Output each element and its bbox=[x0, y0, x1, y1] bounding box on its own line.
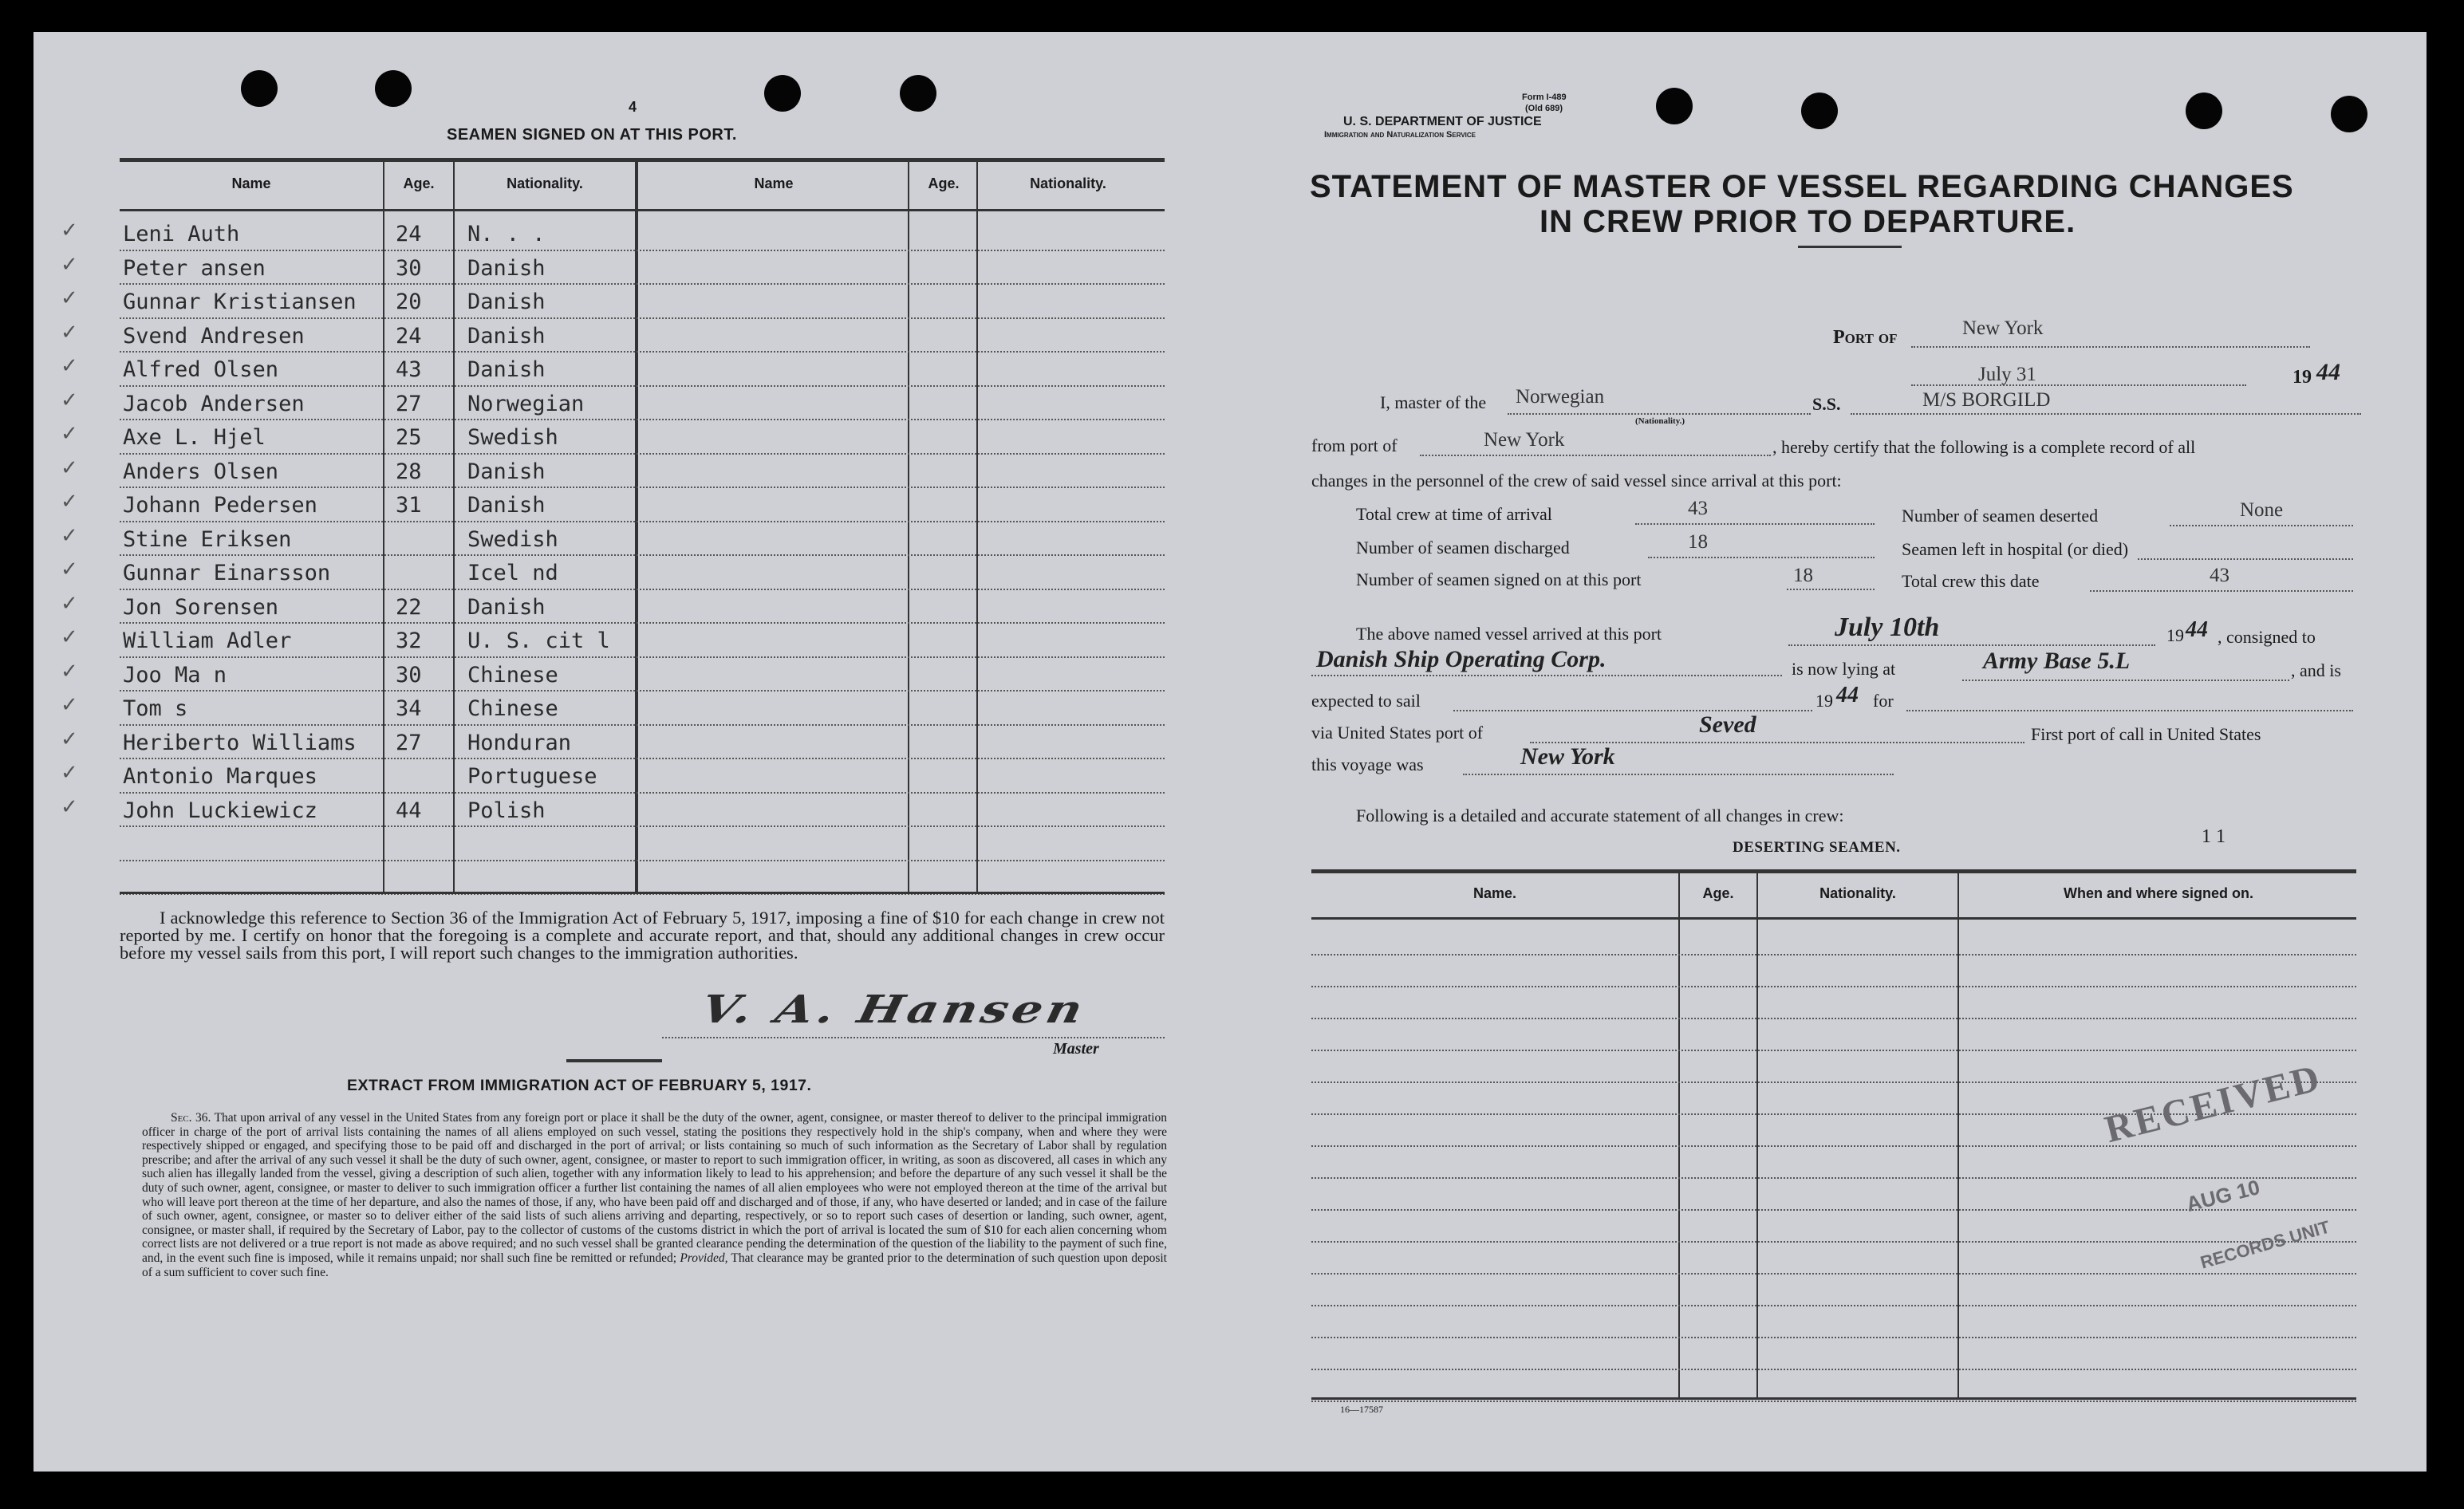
seaman-nationality: Norwegian bbox=[467, 391, 585, 416]
hospital-label: Seamen left in hospital (or died) bbox=[1902, 539, 2129, 559]
desert-col-divider-3 bbox=[1957, 871, 1959, 1397]
col-header-age-2: Age. bbox=[928, 175, 960, 191]
total-date-line bbox=[2090, 590, 2353, 592]
punch-hole-3 bbox=[764, 75, 801, 112]
left-row-line bbox=[120, 283, 1165, 285]
seaman-name: John Luckiewicz bbox=[123, 798, 317, 823]
from-port-value: New York bbox=[1484, 429, 1565, 451]
department-name: U. S. DEPARTMENT OF JUSTICE bbox=[1343, 115, 1542, 128]
signed-label: Number of seamen signed on at this port bbox=[1356, 569, 1642, 589]
left-row-line bbox=[120, 589, 1165, 590]
deserted-value: None bbox=[2240, 499, 2284, 521]
extract-body: That upon arrival of any vessel in the United States from any foreign port or place it shall be the duty of the owner, agent, consignee, or master thereof to deliver to the principal immigration officer in charge of the port of arrival lists containing the names of all aliens employed on such vessel, stating the positions they respectively hold in the ship's company, when and where they were respectively shipped or engaged, and specifying those to be paid off and discharged in the port of arrival; or lists containing so much of such information as the Secretary of Labor shall by regulation prescribe; and after the arrival of any such vessel it shall be the duty of such owner, agent, consignee, or master to report to such immigration officer, in writing, as soon as discovered, all cases in which any such alien has illegally landed from the vessel, giving a description of such alien, together with any information likely to lead to his apprehension; and before the departure of any such vessel it shall be the duty of such owner, agent, consignee, or master to deliver to such immigration officer a further list containing the names of all alien employees who were not employed thereon at the time of the arrival but who will leave port thereon at the time of her departure, and also the names of those, if any, who have been paid off and discharged and of those, if any, who have deserted or landed; and in case of the failure of such owner, agent, consignee, or master so to deliver either of the said lists of such aliens arriving and departing, respectively, or so to report such cases of desertion or landing, such owner, agent, consignee, or master shall, if required by the Secretary of Labor, pay to the collector of customs of the customs district in which the port of arrival is located the sum of $10 for each alien concerning whom correct lists are not delivered or a true report is not made as above required; and no such vessel shall be granted clearance pending the determination of the question of the liability to the payment of such fine, and, in the event such fine is imposed, while it remains unpaid; nor shall such fine be remitted or refunded; bbox=[142, 1111, 1167, 1265]
punch-hole-2 bbox=[375, 70, 412, 107]
form-number: Form I-489 bbox=[1522, 93, 1567, 102]
seaman-name: Heriberto Williams bbox=[123, 730, 357, 755]
seaman-age: 32 bbox=[396, 628, 422, 653]
deserted-line bbox=[2170, 525, 2353, 526]
lying-line bbox=[1962, 680, 2289, 681]
seaman-age: 27 bbox=[396, 391, 422, 416]
desert-header-age: Age. bbox=[1702, 885, 1734, 901]
seaman-nationality: Danish bbox=[467, 290, 546, 314]
left-row-line bbox=[120, 656, 1165, 658]
page-number: 4 bbox=[629, 99, 637, 115]
seaman-nationality: Swedish bbox=[467, 526, 558, 552]
seaman-nationality: Chinese bbox=[467, 696, 558, 721]
master-label: Master bbox=[1053, 1040, 1099, 1058]
seaman-nationality: Danish bbox=[467, 493, 546, 518]
desert-row-line bbox=[1311, 1177, 2356, 1179]
extract-title: EXTRACT FROM IMMIGRATION ACT OF FEBRUARY 5, 1917. bbox=[347, 1077, 812, 1094]
check-mark: ✓ bbox=[61, 558, 78, 581]
for-line bbox=[1906, 710, 2353, 711]
left-row-line bbox=[120, 351, 1165, 353]
check-mark: ✓ bbox=[61, 727, 78, 751]
seaman-name: Tom s bbox=[123, 696, 188, 721]
seaman-nationality: Chinese bbox=[467, 662, 558, 688]
desert-col-divider-2 bbox=[1756, 871, 1758, 1397]
extract-end: That clearance may be granted prior to the determination of such question upon deposit of a sum sufficient to cover such fine. bbox=[142, 1251, 1167, 1279]
certify-text: , hereby certify that the following is a complete record of all bbox=[1772, 437, 2196, 457]
seaman-name: Alfred Olsen bbox=[123, 357, 279, 382]
desert-header-when-where: When and where signed on. bbox=[2063, 885, 2254, 901]
for-label: for bbox=[1873, 691, 1894, 711]
first-port-label: First port of call in United States bbox=[2031, 724, 2261, 744]
seaman-age: 25 bbox=[396, 425, 422, 450]
left-row-line bbox=[120, 724, 1165, 726]
desert-row-line bbox=[1311, 986, 2356, 987]
total-date-value: 43 bbox=[2210, 565, 2229, 586]
nationality-value: Norwegian bbox=[1516, 386, 1605, 408]
seaman-age: 24 bbox=[396, 222, 422, 246]
seaman-name: Anders Olsen bbox=[123, 459, 279, 484]
lying-value: Army Base 5.L bbox=[1983, 648, 2131, 674]
master-of-label: I, master of the bbox=[1380, 392, 1487, 412]
port-line bbox=[1911, 346, 2310, 348]
seaman-nationality: U. S. cit l bbox=[467, 628, 610, 653]
left-row-line bbox=[120, 860, 1165, 861]
seaman-name: Peter ansen bbox=[123, 255, 266, 281]
seaman-name: Svend Andresen bbox=[123, 323, 305, 349]
seaman-nationality: Danish bbox=[467, 255, 546, 281]
left-col-divider-5 bbox=[976, 160, 978, 893]
total-arrival-line bbox=[1635, 523, 1875, 525]
acknowledgment-text: I acknowledge this reference to Section 36 of the Immigration Act of February 5, 1917, imposing a fine of $10 for each change in crew not reported by me. I certify on honor that the foregoing is a complete and accurate report, and that, should any additional changes in crew occur before my vessel sails from this port, I will report such changes to the immigration authorities. bbox=[120, 908, 1165, 963]
left-row-line bbox=[120, 419, 1165, 420]
arrived-year-value: 44 bbox=[2186, 617, 2208, 642]
stamp-unit-text: RECORDS UNIT bbox=[2198, 1216, 2332, 1273]
arrived-label: The above named vessel arrived at this port bbox=[1356, 624, 1662, 644]
check-mark: ✓ bbox=[61, 286, 78, 309]
seaman-nationality: N. . . bbox=[467, 222, 546, 246]
seaman-nationality: Swedish bbox=[467, 425, 558, 450]
left-row-line bbox=[120, 453, 1165, 455]
left-row-line bbox=[120, 554, 1165, 556]
total-date-label: Total crew this date bbox=[1902, 571, 2040, 591]
signature-line bbox=[662, 1037, 1165, 1038]
left-row-line bbox=[120, 487, 1165, 488]
seaman-age: 28 bbox=[396, 459, 422, 484]
changes-text: changes in the personnel of the crew of said vessel since arrival at this port: bbox=[1311, 471, 1842, 491]
title-underline bbox=[1798, 246, 1902, 248]
port-label: Port of bbox=[1833, 327, 1898, 348]
desert-header-nationality: Nationality. bbox=[1819, 885, 1896, 901]
via-value: Seved bbox=[1699, 711, 1756, 738]
desert-row-line bbox=[1311, 1050, 2356, 1051]
date-line bbox=[1911, 384, 2246, 386]
left-title: SEAMEN SIGNED ON AT THIS PORT. bbox=[447, 126, 737, 144]
port-value: New York bbox=[1962, 317, 2044, 339]
extract-provided: Provided, bbox=[680, 1251, 728, 1265]
signed-line bbox=[1787, 589, 1875, 590]
punch-hole-1 bbox=[241, 70, 278, 107]
seaman-age: 34 bbox=[396, 696, 422, 721]
punch-hole-6 bbox=[1801, 93, 1838, 129]
year-prefix: 19 bbox=[2293, 367, 2312, 388]
lying-label: is now lying at bbox=[1792, 659, 1896, 679]
sail-label: expected to sail bbox=[1311, 691, 1421, 711]
seaman-name: William Adler bbox=[123, 628, 292, 653]
deserting-mark: 1 1 bbox=[2202, 826, 2225, 847]
check-mark: ✓ bbox=[61, 693, 78, 716]
arrived-year-prefix: 19 bbox=[2166, 625, 2184, 645]
seaman-name: Johann Pedersen bbox=[123, 493, 317, 518]
deserting-bottom-rule bbox=[1311, 1397, 2356, 1400]
short-rule bbox=[566, 1059, 662, 1062]
seaman-nationality: Honduran bbox=[467, 730, 572, 755]
col-header-name-2: Name bbox=[754, 175, 794, 191]
desert-row-line bbox=[1311, 1337, 2356, 1338]
sail-line bbox=[1453, 710, 1812, 711]
desert-row-line bbox=[1311, 1018, 2356, 1019]
left-col-divider-2 bbox=[453, 160, 455, 893]
deserting-top-rule bbox=[1311, 869, 2356, 873]
check-mark: ✓ bbox=[61, 422, 78, 445]
punch-hole-8 bbox=[2331, 96, 2367, 132]
desert-header-name: Name. bbox=[1472, 885, 1517, 901]
seaman-name: Stine Eriksen bbox=[123, 526, 292, 552]
check-mark: ✓ bbox=[61, 761, 78, 784]
total-arrival-label: Total crew at time of arrival bbox=[1356, 504, 1552, 524]
seaman-name: Antonio Marques bbox=[123, 764, 317, 789]
left-row-line bbox=[120, 825, 1165, 827]
date-value: July 31 bbox=[1978, 364, 2036, 385]
left-col-divider-3 bbox=[635, 160, 638, 893]
seaman-name: Jacob Andersen bbox=[123, 391, 305, 416]
check-mark: ✓ bbox=[61, 490, 78, 513]
seaman-nationality: Icel nd bbox=[467, 561, 558, 585]
desert-row-line bbox=[1311, 1273, 2356, 1275]
following-label: Following is a detailed and accurate statement of all changes in crew: bbox=[1356, 806, 1844, 825]
seaman-nationality: Portuguese bbox=[467, 764, 597, 789]
sail-year-prefix: 19 bbox=[1815, 691, 1833, 711]
check-mark: ✓ bbox=[61, 659, 78, 683]
deserting-head-rule bbox=[1311, 917, 2356, 920]
left-row-line bbox=[120, 521, 1165, 522]
check-mark: ✓ bbox=[61, 625, 78, 648]
left-row-line bbox=[120, 385, 1165, 387]
col-header-nationality-2: Nationality. bbox=[1030, 175, 1106, 191]
seaman-age: 43 bbox=[396, 357, 422, 382]
check-mark: ✓ bbox=[61, 320, 78, 344]
nationality-line bbox=[1508, 413, 1811, 415]
ss-mark: S.S. bbox=[1812, 394, 1841, 414]
voyage-label: this voyage was bbox=[1311, 754, 1424, 774]
from-port-line bbox=[1420, 455, 1771, 456]
left-table-bottom-rule bbox=[120, 892, 1165, 894]
seaman-name: Leni Auth bbox=[123, 222, 240, 246]
left-col-divider-4 bbox=[908, 160, 909, 893]
via-label: via United States port of bbox=[1311, 723, 1484, 743]
voyage-value: New York bbox=[1520, 743, 1615, 770]
deserting-title: DESERTING SEAMEN. bbox=[1733, 839, 1901, 856]
voyage-line bbox=[1463, 774, 1894, 775]
seaman-nationality: Danish bbox=[467, 357, 546, 382]
sail-year-value: 44 bbox=[1836, 683, 1859, 707]
desert-row-line bbox=[1311, 1145, 2356, 1147]
master-signature: V. A. Hansen bbox=[696, 987, 1091, 1032]
col-header-nationality-1: Nationality. bbox=[507, 175, 583, 191]
service-name: Immigration and Naturalization Service bbox=[1324, 130, 1476, 140]
check-mark: ✓ bbox=[61, 523, 78, 547]
stamp-received-text: RECEIVED bbox=[2100, 1056, 2326, 1152]
discharged-label: Number of seamen discharged bbox=[1356, 538, 1570, 558]
form-title-line1: STATEMENT OF MASTER OF VESSEL REGARDING CHANGES bbox=[1310, 169, 2294, 204]
seaman-age: 22 bbox=[396, 594, 422, 620]
seaman-name: Axe L. Hjel bbox=[123, 425, 266, 450]
discharged-line bbox=[1648, 557, 1875, 558]
check-mark: ✓ bbox=[61, 794, 78, 818]
from-port-label: from port of bbox=[1311, 435, 1398, 455]
consignee-line bbox=[1311, 675, 1782, 676]
form-old-number: (Old 689) bbox=[1525, 104, 1563, 113]
left-row-line bbox=[120, 250, 1165, 251]
vessel-value: M/S BORGILD bbox=[1922, 389, 2051, 411]
check-mark: ✓ bbox=[61, 354, 78, 377]
seaman-name: Jon Sorensen bbox=[123, 594, 279, 620]
consignee-value: Danish Ship Operating Corp. bbox=[1316, 646, 1607, 672]
extract-text bbox=[142, 1111, 1167, 1279]
seaman-nationality: Danish bbox=[467, 459, 546, 484]
hospital-line bbox=[2138, 558, 2353, 560]
desert-row-line bbox=[1311, 1305, 2356, 1306]
check-mark: ✓ bbox=[61, 591, 78, 615]
left-col-divider-1 bbox=[383, 160, 384, 893]
nationality-label: (Nationality.) bbox=[1635, 416, 1685, 426]
col-header-age-1: Age. bbox=[403, 175, 435, 191]
year-value: 44 bbox=[2316, 359, 2340, 385]
check-mark: ✓ bbox=[61, 388, 78, 412]
signed-value: 18 bbox=[1793, 565, 1813, 586]
seaman-nationality: Danish bbox=[467, 594, 546, 620]
left-row-line bbox=[120, 622, 1165, 624]
and-is-label: , and is bbox=[2291, 660, 2341, 680]
footer-code: 16—17587 bbox=[1340, 1404, 1383, 1415]
check-mark: ✓ bbox=[61, 219, 78, 242]
left-row-line bbox=[120, 792, 1165, 794]
seaman-age: 20 bbox=[396, 290, 422, 314]
seaman-name: Gunnar Kristiansen bbox=[123, 290, 357, 314]
left-row-line bbox=[120, 317, 1165, 319]
stamp-date-text: AUG 10 bbox=[2183, 1175, 2263, 1216]
total-arrival-value: 43 bbox=[1688, 498, 1708, 519]
seaman-name: Joo Ma n bbox=[123, 662, 227, 688]
arrived-line bbox=[1788, 644, 2155, 646]
seaman-nationality: Polish bbox=[467, 798, 546, 823]
col-header-name-1: Name bbox=[231, 175, 271, 191]
seaman-age: 24 bbox=[396, 323, 422, 349]
seaman-nationality: Danish bbox=[467, 323, 546, 349]
seaman-name: Gunnar Einarsson bbox=[123, 561, 331, 585]
seaman-age: 30 bbox=[396, 662, 422, 688]
arrived-value: July 10th bbox=[1835, 613, 1940, 642]
seaman-age: 27 bbox=[396, 730, 422, 755]
check-mark: ✓ bbox=[61, 252, 78, 276]
consigned-label: , consigned to bbox=[2218, 627, 2316, 647]
left-row-line bbox=[120, 690, 1165, 691]
punch-hole-5 bbox=[1656, 88, 1693, 124]
punch-hole-7 bbox=[2186, 93, 2222, 129]
seaman-age: 30 bbox=[396, 255, 422, 281]
left-row-line bbox=[120, 758, 1165, 759]
deserted-label: Number of seamen deserted bbox=[1902, 506, 2099, 526]
form-title-line2: IN CREW PRIOR TO DEPARTURE. bbox=[1540, 204, 2076, 239]
vessel-line bbox=[1851, 413, 2361, 415]
extract-lead: Sec. 36. bbox=[171, 1111, 211, 1125]
desert-row-line bbox=[1311, 1369, 2356, 1370]
seaman-age: 31 bbox=[396, 493, 422, 518]
desert-row-line bbox=[1311, 1241, 2356, 1243]
check-mark: ✓ bbox=[61, 455, 78, 479]
punch-hole-4 bbox=[900, 75, 936, 112]
left-table-head-rule bbox=[120, 209, 1165, 211]
discharged-value: 18 bbox=[1688, 531, 1708, 553]
desert-col-divider-1 bbox=[1678, 871, 1680, 1397]
seaman-age: 44 bbox=[396, 798, 422, 823]
desert-row-line bbox=[1311, 954, 2356, 955]
desert-row-line bbox=[1311, 1401, 2356, 1402]
desert-row-line bbox=[1311, 1082, 2356, 1083]
left-table-top-rule bbox=[120, 158, 1165, 162]
